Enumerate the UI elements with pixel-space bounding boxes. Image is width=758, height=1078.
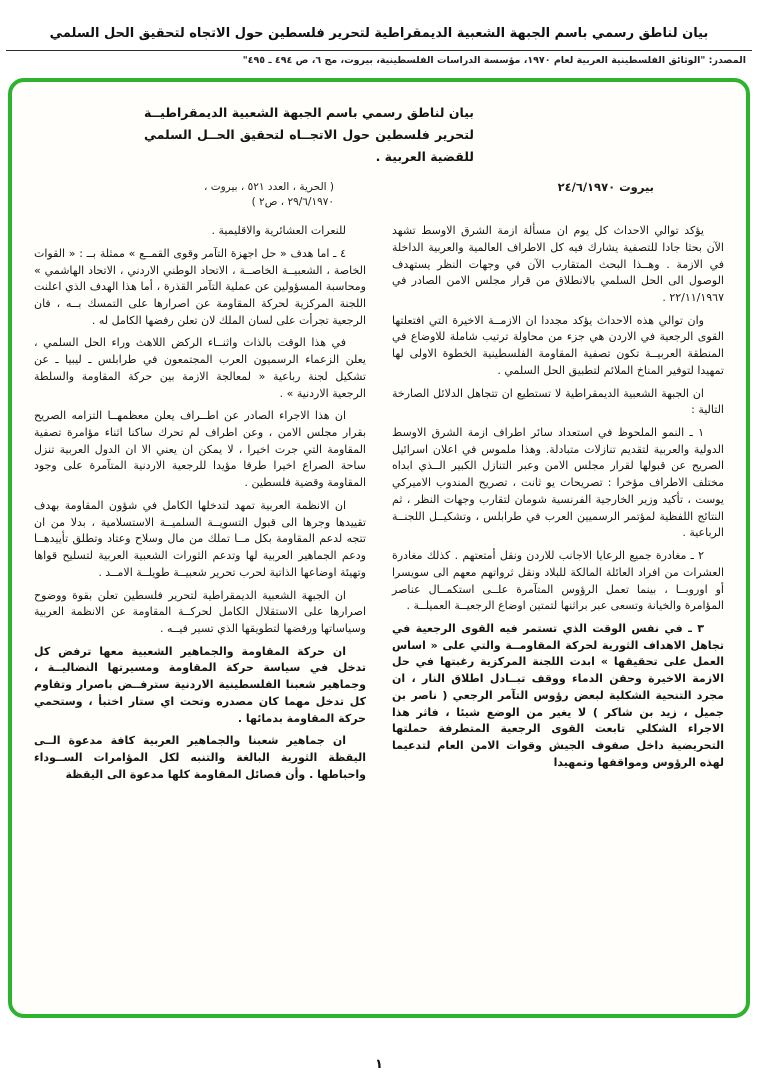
scanned-document-frame — [8, 78, 750, 1018]
doc-paragraph: في هذا الوقت بالذات واثنــاء الركض اللاهث وراء الحل السلمي ، يعلن الزعماء الرسميون العرب المجتمعون في طرابلس ـ ليبيا ـ عن تشكيل لجنة رباعية « لمعالجة الازمة بين حركة المقاومة والسلطة الرجعية الاردنية » . — [34, 336, 366, 400]
header-divider — [6, 50, 752, 51]
doc-paragraph: ان الانظمة العربية تمهد لتدخلها الكامل في شؤون المقاومة بهدف تقييدها وجرها الى قبول التسويــة السلميــة الاستسلامية ، بدلا من ان تتجه لدعم المقاومة بكل مــا تملك من مال وسلاح وعتاد وتطلق تأييدهــا ودعم الجماهير العربية لها وتدعم الثورات الشعبية العربية لتسليح قواها وتهيئة اوضاعها الذاتية لحرب تحرير شعبيــة طويلــة الامــد . — [34, 498, 366, 579]
document-title-line: للقضية العربية . — [375, 148, 474, 164]
page-number: ١ — [375, 1057, 383, 1072]
source-line: المصدر: "الوثائق الفلسطينية العربية لعام ١٩٧٠، مؤسسة الدراسات الفلسطينية، بيروت، مج ٦، ص ٤٩٤ ـ ٤٩٥" — [242, 55, 746, 66]
document-title — [144, 102, 474, 168]
doc-paragraph: ان الجبهة الشعبية الديمقراطية لتحرير فلسطين تعلن بقوة ووضوح اصرارها على الاستقلال الكامل لحركــة المقاومة عن الانظمة العربية وسياساتها ورفضها لتطويقها الذي تسير فيــه . — [34, 588, 366, 635]
document-meta-row — [34, 178, 724, 212]
doc-paragraph: ان هذا الاجراء الصادر عن اطــراف يعلن معظمهــا التزامه الصريح بقرار مجلس الامن ، وعن اطراف لم تحرك ساكنا اثناء مؤامرة تصفية المقاومة التي جرت اخيرا ، لا يمكن ان يعني الا ان الدول العربية تنزل ساحة الصراع اخيرا طرفا مؤيدا للرجعية الاردنية المتآمرة على وجود المقاومة وقضية فلسطين . — [34, 409, 366, 490]
doc-paragraph: ١ ـ النمو الملحوظ في استعداد سائر اطراف ازمة الشرق الاوسط الدولية والعربية لتقديم تنازلات متبادلة. وهذا ملموس في اعلان اسرائيل الصريح عن قبولها لقرار مجلس الامن وعبر التنازل الكبير الــذي ابداه مختلف الاطراف مؤخرا : تصريحات يو ثانت ، تصريح المندوب الاميركي يوست ، تأكيد وزير الخارجية الفرنسية شومان لتقارب وجهات النظر ، ثم النتائج اللفظية لمؤتمر الرسميين العرب في طرابلس ، وتشكيــل اللجنــة الرباعية . — [392, 426, 724, 540]
page-header-title: بيان لناطق رسمي باسم الجبهة الشعبية الديمقراطية لتحرير فلسطين حول الاتجاه لتحقيق الحل السلمي — [49, 26, 709, 41]
document-title-line: بيان لناطق رسمي باسم الجبهة الشعبية الديمقراطيــة — [144, 105, 474, 120]
doc-paragraph: ان جماهير شعبنا والجماهير العربية كافة مدعوة الــى اليقظة الثورية البالغة والتنبه لكل المؤامرات الســوداء واحباطها . وأن فصائل المقاومة كلها مدعوة الى اليقظة — [34, 734, 366, 781]
reference — [204, 180, 334, 212]
doc-paragraph: ان الجبهة الشعبية الديمقراطية لا تستطيع ان تتجاهل الدلائل الصارخة التالية : — [392, 386, 724, 417]
right-column — [392, 223, 724, 789]
doc-paragraph: يؤكد توالي الاحداث كل يوم ان مسألة ازمة الشرق الاوسط تشهد الآن بحثا جادا للتصفية يشارك فيه كل الاطراف العالمية والعربية الداخلة في الازمة . وهــذا البحث المتقارب الآن في وجهات النظر يستهدف الوصول الى الحل السلمي بالانطلاق من قرار مجلس الامن الصادر في ٢٢/١١/١٩٦٧ . — [392, 224, 724, 304]
doc-paragraph: ٤ ـ اما هدف « حل اجهزة التآمر وقوى القمــع » ممثلة بــ : « القوات الخاصة ، الشعبيــة الخاصــة ، الاتحاد الوطني الاردني ، الاتحاد الهاشمي » ومحاسبة المسؤولين عن عملية التآمر القذرة ، أما هذا الهدف الذي اعلنت اللجنة المركزية لحركة المقاومة عن اصرارها على التمسك بــه ، فان الرجعية تجرأت على لسان الملك لان تعلن رفضها الكامل له . — [34, 246, 366, 327]
doc-paragraph: للنعرات العشائرية والاقليمية . — [211, 224, 346, 238]
left-column — [34, 223, 366, 789]
reference-line: ٢٩/٦/١٩٧٠ ، ص٢ ) — [251, 196, 335, 209]
reference-line: ( الحرية ، العدد ٥٢١ ، بيروت ، — [204, 180, 335, 193]
doc-paragraph: ٣ ـ في نفس الوقت الذي تستمر فيه القوى الرجعية في تجاهل الاهداف الثورية لحركة المقاومــة والتي على « اساس العمل على تحقيقها » ابدت اللجنة المركزية رغبتها في حل الازمة الاخيرة وحقن الدماء ووقف تبــادل اطلاق النار ، ان مجرد التنحية الشكلية لبعض رؤوس التآمر الرجعي ( ناصر بن جميل ، زيد بن شاكر ) لا يغير من الوضع شيئا ، فاثر هذا الاجراء الشكلي تابعت القوى الرجعية المتطرفة حملتها التحريضية داخل صفوف الجيش وقوات الامن العام لتدعيما لهذه الرؤوس ومواقفها وتمهيدا — [392, 621, 724, 769]
document-title-line: لتحرير فلسطين حول الاتجــاه لتحقيق الحــل السلمي — [144, 126, 474, 142]
doc-paragraph: وان توالي هذه الاحداث يؤكد مجددا ان الازمــة الاخيرة التي افتعلتها القوى الرجعية في الاردن هي جزء من محاولة ترتيب شاملة للاوضاع في المنطقة العربيــة تكون تصفية المقاومة الفلسطينية الخطوة الاولى لها تمهيدا لتوفير المناخ الملائم لتطبيق الحل السلمي . — [392, 313, 724, 377]
doc-paragraph: ٢ ـ مغادرة جميع الرعايا الاجانب للاردن ونقل أمتعتهم . كذلك مغادرة العشرات من افراد العائلة المالكة للبلاد ونقل ثرواتهم معهم الى سويسرا أو اوروبــا ، بينما تعمل الرؤوس المتآمرة علــى استكمــال عناصر المؤامرة والخيانة وتسعى عبر براثنها لتمتين اوضاع الرجعيــة العميلــة . — [392, 549, 724, 613]
document-body-columns — [34, 223, 724, 789]
doc-paragraph: ان حركة المقاومة والجماهير الشعبية معها ترفض كل تدخل في سياسة حركة المقاومة ومسيرتها النضاليــة ، وجماهير شعبنا الفلسطينية الاردنية سترفــض باصرار وتقاوم كل تدخل مهما كان مصدره وتحت اي ستار اختبأ ، وستحمي حركة المقاومة بدمائها . — [34, 644, 366, 725]
dateline: بيروت ٢٤/٦/١٩٧٠ — [557, 179, 654, 194]
